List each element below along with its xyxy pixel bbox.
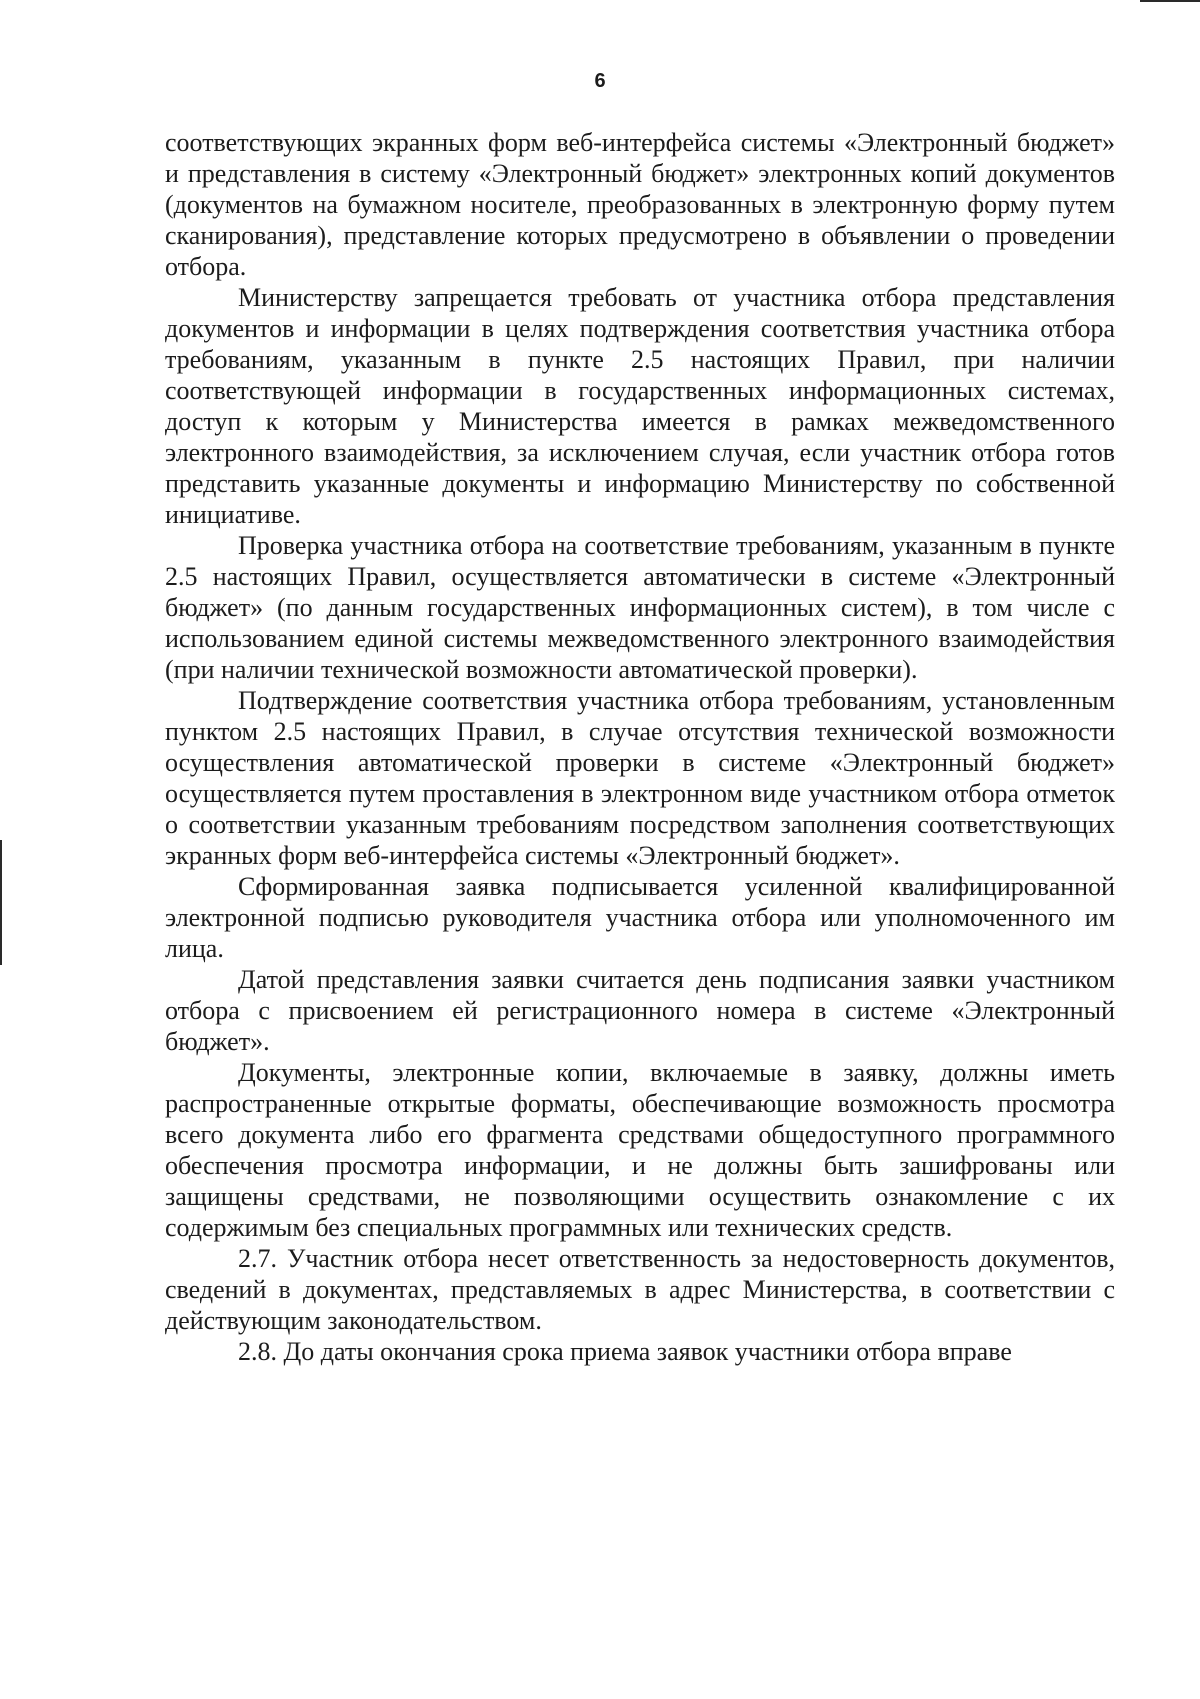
paragraph-automatic-check: Проверка участника отбора на соответствие требованиям, указанным в пункте 2.5 настоящих Правил, осуществляется автоматически в системе «Электронный бюджет» (по данным государственных информационных систем), в том числе с использованием единой системы межведомственного электронного взаимодействия (при наличии технической возможности автоматической проверки). (165, 531, 1115, 684)
paragraph-file-formats: Документы, электронные копии, включаемые в заявку, должны иметь распространенные открытые форматы, обеспечивающие возможность просмотра всего документа либо его фрагмента средствами общедоступного программного обеспечения просмотра информации, и не должны быть зашифрованы или защищены средствами, не позволяющими осуществить ознакомление с их содержимым без специальных программных или технических средств. (165, 1058, 1115, 1242)
scan-edge-mark-top-right (1140, 0, 1200, 2)
paragraph-clause-2-8: 2.8. До даты окончания срока приема заявок участники отбора вправе (238, 1337, 1012, 1366)
paragraph-clause-2-7: 2.7. Участник отбора несет ответственность за недостоверность документов, сведений в документах, представляемых в адрес Министерства, в соответствии с действующим законодательством. (165, 1244, 1115, 1335)
scan-edge-mark-left (0, 840, 2, 965)
document-body (165, 127, 1115, 1367)
page-number: 6 (594, 70, 606, 92)
paragraph-submission-date: Датой представления заявки считается день подписания заявки участником отбора с присвоением ей регистрационного номера в системе «Электронный бюджет». (165, 965, 1115, 1056)
paragraph-ministry-restriction: Министерству запрещается требовать от участника отбора представления документов и информации в целях подтверждения соответствия участника отбора требованиям, указанным в пункте 2.5 настоящих Правил, при наличии соответствующей информации в государственных информационных системах, доступ к которым у Министерства имеется в рамках межведомственного электронного взаимодействия, за исключением случая, если участник отбора готов представить указанные документы и информацию Министерству по собственной инициативе. (165, 283, 1115, 529)
paragraph-continuation: соответствующих экранных форм веб-интерфейса системы «Электронный бюджет» и представления в систему «Электронный бюджет» электронных копий документов (документов на бумажном носителе, преобразованных в электронную форму путем сканирования), представление которых предусмотрено в объявлении о проведении отбора. (165, 128, 1115, 281)
paragraph-signature: Сформированная заявка подписывается усиленной квалифицированной электронной подписью руководителя участника отбора или уполномоченного им лица. (165, 872, 1115, 963)
paragraph-confirmation: Подтверждение соответствия участника отбора требованиям, установленным пунктом 2.5 настоящих Правил, в случае отсутствия технической возможности осуществления автоматической проверки в системе «Электронный бюджет» осуществляется путем проставления в электронном виде участником отбора отметок о соответствии указанным требованиям посредством заполнения соответствующих экранных форм веб-интерфейса системы «Электронный бюджет». (165, 686, 1115, 870)
